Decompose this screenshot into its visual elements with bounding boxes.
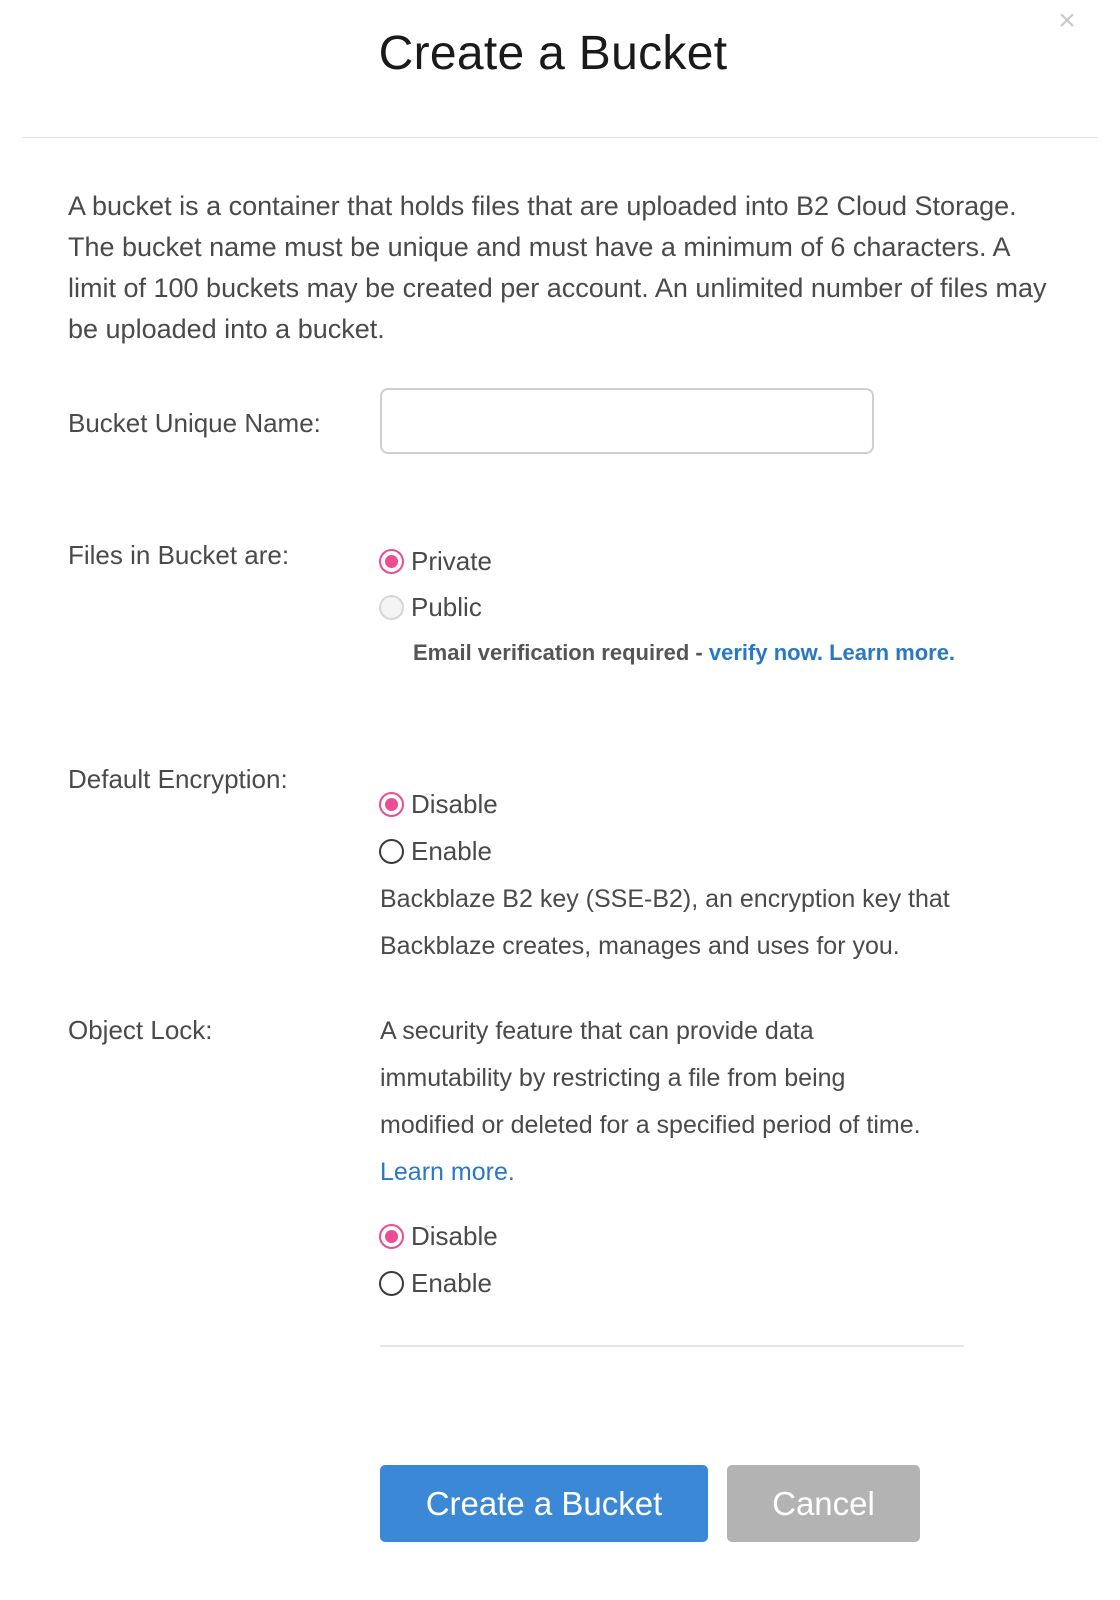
header-divider	[22, 137, 1098, 138]
verify-now-link[interactable]: verify now.	[708, 640, 823, 665]
radio-public[interactable]	[379, 595, 404, 620]
object-lock-learn-more-link[interactable]: Learn more.	[380, 1158, 515, 1186]
radio-lock-disable[interactable]	[379, 1224, 404, 1249]
email-verification-note	[413, 640, 955, 666]
verification-required-text: Email verification required -	[413, 640, 709, 665]
default-encryption-label: Default Encryption:	[68, 764, 288, 794]
radio-private-option[interactable]	[379, 543, 492, 579]
create-bucket-button[interactable]: Create a Bucket	[380, 1465, 708, 1542]
bucket-name-label: Bucket Unique Name:	[68, 408, 321, 438]
radio-private-label: Private	[411, 545, 492, 576]
bucket-name-input[interactable]	[380, 388, 874, 454]
encryption-description: Backblaze B2 key (SSE-B2), an encryption key that Backblaze creates, manages and uses for you.	[380, 885, 950, 960]
radio-encryption-disable-option[interactable]	[379, 786, 498, 822]
radio-lock-enable-option[interactable]	[379, 1265, 492, 1301]
radio-encryption-enable[interactable]	[379, 839, 404, 864]
radio-lock-disable-label: Disable	[411, 1220, 498, 1251]
radio-private[interactable]	[379, 549, 404, 574]
radio-public-option[interactable]	[379, 589, 482, 625]
radio-lock-enable-label: Enable	[411, 1267, 492, 1298]
close-icon[interactable]: ×	[1058, 4, 1076, 37]
footer-divider	[380, 1345, 964, 1347]
object-lock-description-text: A security feature that can provide data immutability by restricting a file from being modified or deleted for a specified period of time.	[380, 1017, 921, 1139]
radio-encryption-enable-option[interactable]	[379, 833, 492, 869]
radio-encryption-enable-label: Enable	[411, 835, 492, 866]
intro-text: A bucket is a container that holds files that are uploaded into B2 Cloud Storage. The bucket name must be unique and must have a minimum of 6 characters. A limit of 100 buckets may be created per account. An unlimited number of files may be uploaded into a bucket.	[68, 191, 1047, 344]
object-lock-description	[380, 1008, 940, 1196]
radio-lock-disable-option[interactable]	[379, 1218, 498, 1254]
files-visibility-label: Files in Bucket are:	[68, 540, 290, 570]
radio-lock-enable[interactable]	[379, 1271, 404, 1296]
radio-encryption-disable[interactable]	[379, 792, 404, 817]
learn-more-link[interactable]: Learn more.	[829, 640, 956, 665]
radio-public-label: Public	[411, 591, 482, 622]
dialog-title: Create a Bucket	[378, 27, 728, 80]
object-lock-label: Object Lock:	[68, 1015, 213, 1045]
cancel-button[interactable]: Cancel	[727, 1465, 920, 1542]
radio-encryption-disable-label: Disable	[411, 788, 498, 819]
